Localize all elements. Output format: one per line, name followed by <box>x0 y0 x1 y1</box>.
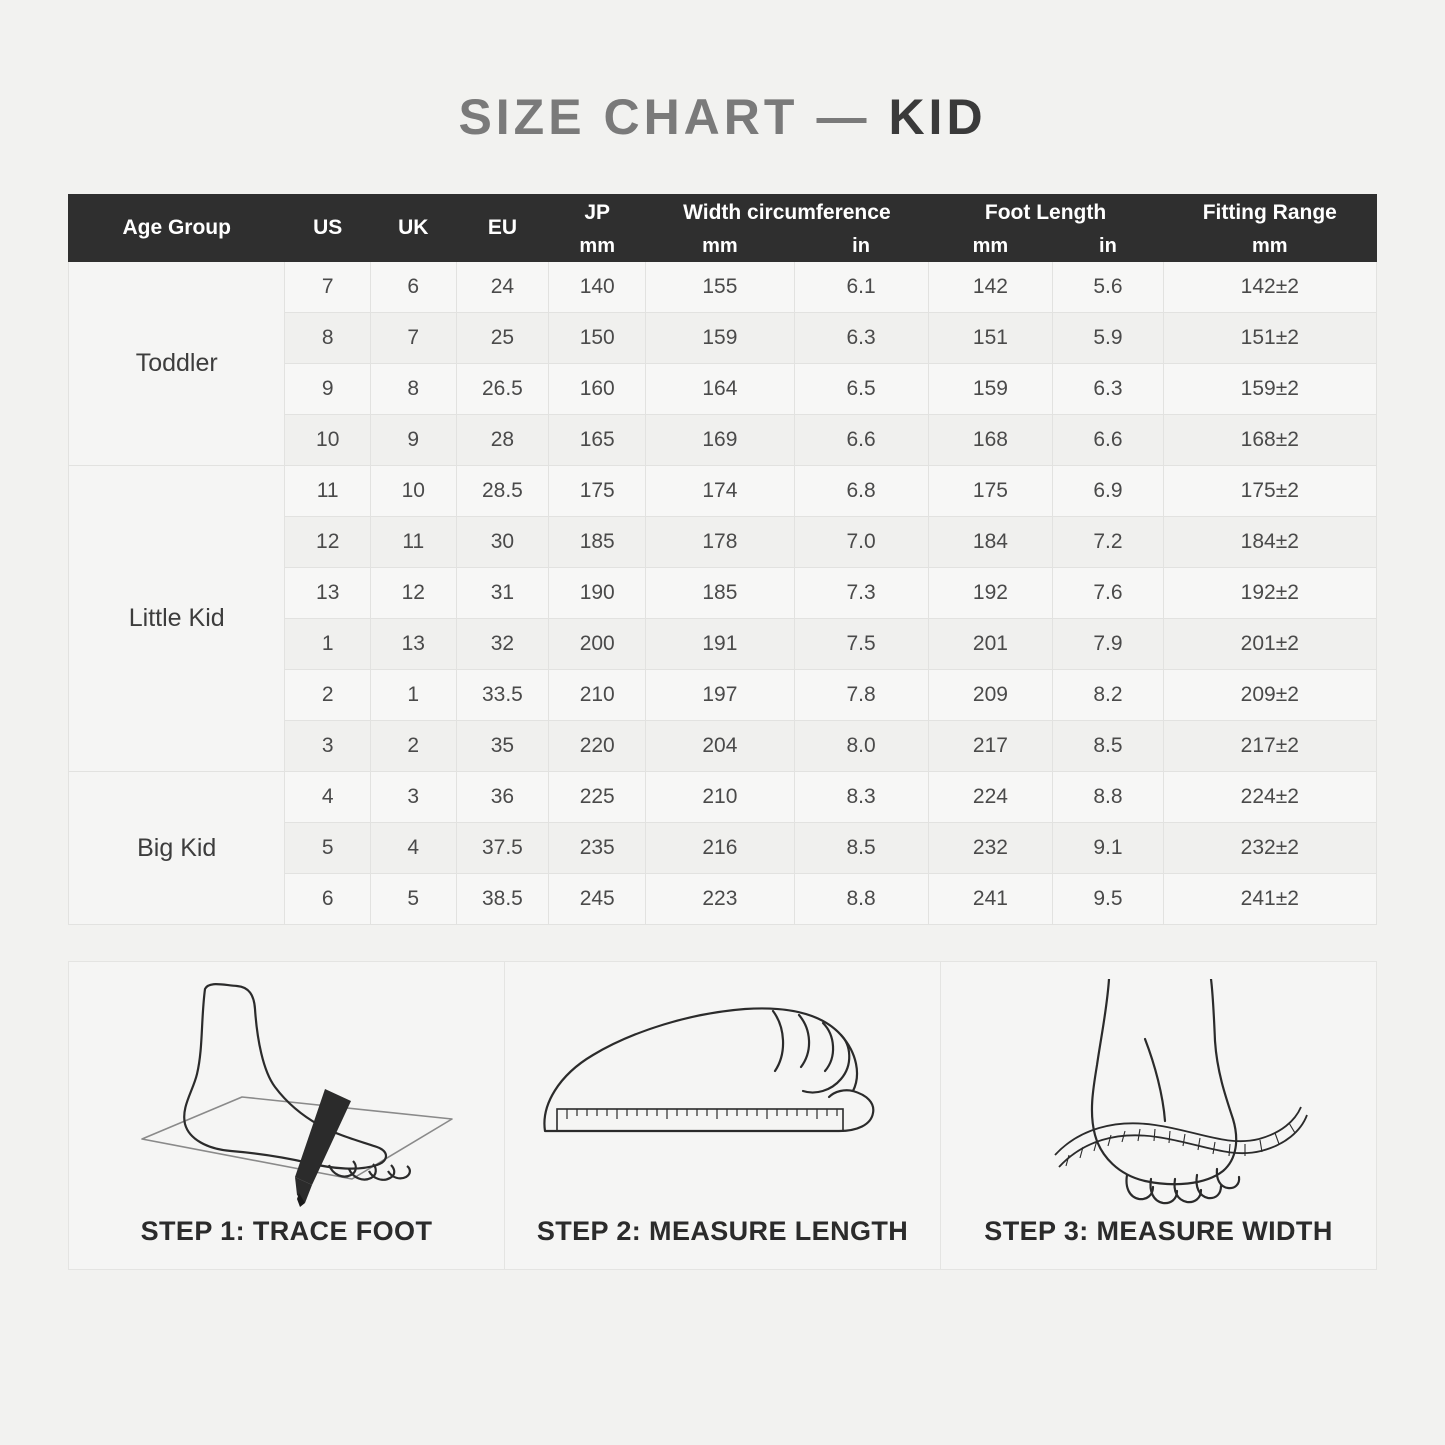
cell-wmm: 223 <box>646 874 794 925</box>
cell-eu: 37.5 <box>456 823 549 874</box>
page-title <box>0 0 1445 146</box>
cell-uk: 4 <box>370 823 456 874</box>
cell-fmm: 142 <box>928 262 1053 313</box>
cell-us: 4 <box>285 772 371 823</box>
cell-fmm: 159 <box>928 364 1053 415</box>
cell-fit: 159±2 <box>1163 364 1376 415</box>
cell-wmm: 164 <box>646 364 794 415</box>
cell-wmm: 191 <box>646 619 794 670</box>
cell-fit: 142±2 <box>1163 262 1376 313</box>
cell-us: 1 <box>285 619 371 670</box>
cell-fit: 209±2 <box>1163 670 1376 721</box>
cell-eu: 35 <box>456 721 549 772</box>
age-group-cell: Little Kid <box>69 466 285 772</box>
cell-fin: 7.6 <box>1053 568 1163 619</box>
cell-eu: 25 <box>456 313 549 364</box>
cell-eu: 28 <box>456 415 549 466</box>
cell-fmm: 232 <box>928 823 1053 874</box>
cell-eu: 31 <box>456 568 549 619</box>
cell-fmm: 209 <box>928 670 1053 721</box>
cell-fin: 8.2 <box>1053 670 1163 721</box>
cell-win: 7.3 <box>794 568 928 619</box>
table-row <box>69 466 1377 517</box>
cell-jp: 225 <box>549 772 646 823</box>
cell-win: 6.6 <box>794 415 928 466</box>
header-us: US <box>285 195 371 262</box>
cell-fit: 232±2 <box>1163 823 1376 874</box>
cell-fmm: 168 <box>928 415 1053 466</box>
header-foot-unit-mm: mm <box>928 232 1053 262</box>
cell-fit: 168±2 <box>1163 415 1376 466</box>
cell-win: 8.0 <box>794 721 928 772</box>
title-dash: — <box>816 89 871 145</box>
cell-uk: 13 <box>370 619 456 670</box>
cell-fin: 5.6 <box>1053 262 1163 313</box>
cell-win: 6.3 <box>794 313 928 364</box>
cell-jp: 200 <box>549 619 646 670</box>
cell-uk: 3 <box>370 772 456 823</box>
cell-us: 13 <box>285 568 371 619</box>
cell-fin: 6.9 <box>1053 466 1163 517</box>
cell-uk: 6 <box>370 262 456 313</box>
cell-wmm: 169 <box>646 415 794 466</box>
cell-uk: 8 <box>370 364 456 415</box>
cell-eu: 24 <box>456 262 549 313</box>
cell-fin: 7.9 <box>1053 619 1163 670</box>
cell-us: 5 <box>285 823 371 874</box>
cell-fit: 217±2 <box>1163 721 1376 772</box>
step-1-art <box>69 978 504 1210</box>
cell-uk: 10 <box>370 466 456 517</box>
step-1-caption: STEP 1: TRACE FOOT <box>140 1216 433 1246</box>
cell-jp: 175 <box>549 466 646 517</box>
header-width-unit-in: in <box>794 232 928 262</box>
cell-jp: 245 <box>549 874 646 925</box>
cell-jp: 185 <box>549 517 646 568</box>
cell-fmm: 217 <box>928 721 1053 772</box>
cell-win: 6.5 <box>794 364 928 415</box>
measure-steps <box>68 961 1377 1270</box>
foot-tape-icon <box>959 979 1359 1209</box>
cell-eu: 26.5 <box>456 364 549 415</box>
cell-win: 8.8 <box>794 874 928 925</box>
cell-eu: 33.5 <box>456 670 549 721</box>
table-row <box>69 262 1377 313</box>
table-row <box>69 772 1377 823</box>
cell-fin: 6.6 <box>1053 415 1163 466</box>
cell-fit: 201±2 <box>1163 619 1376 670</box>
table-body <box>69 262 1377 925</box>
cell-win: 6.8 <box>794 466 928 517</box>
cell-win: 8.5 <box>794 823 928 874</box>
header-width-circumference: Width circumference <box>646 195 928 232</box>
cell-us: 11 <box>285 466 371 517</box>
cell-wmm: 174 <box>646 466 794 517</box>
cell-win: 7.0 <box>794 517 928 568</box>
cell-uk: 2 <box>370 721 456 772</box>
age-group-cell: Big Kid <box>69 772 285 925</box>
cell-wmm: 197 <box>646 670 794 721</box>
header-jp: JP <box>549 195 646 232</box>
cell-us: 9 <box>285 364 371 415</box>
size-table <box>68 194 1377 925</box>
cell-fin: 8.5 <box>1053 721 1163 772</box>
cell-us: 12 <box>285 517 371 568</box>
cell-fit: 175±2 <box>1163 466 1376 517</box>
cell-uk: 5 <box>370 874 456 925</box>
header-foot-length: Foot Length <box>928 195 1163 232</box>
cell-fin: 7.2 <box>1053 517 1163 568</box>
cell-wmm: 178 <box>646 517 794 568</box>
cell-jp: 235 <box>549 823 646 874</box>
foot-tracing-icon <box>97 979 477 1209</box>
size-table-container <box>68 194 1377 925</box>
cell-jp: 190 <box>549 568 646 619</box>
cell-eu: 38.5 <box>456 874 549 925</box>
pencil-shape <box>295 1089 351 1207</box>
cell-eu: 32 <box>456 619 549 670</box>
cell-win: 7.5 <box>794 619 928 670</box>
cell-fin: 6.3 <box>1053 364 1163 415</box>
cell-fmm: 175 <box>928 466 1053 517</box>
cell-win: 7.8 <box>794 670 928 721</box>
cell-wmm: 204 <box>646 721 794 772</box>
cell-us: 7 <box>285 262 371 313</box>
cell-fmm: 192 <box>928 568 1053 619</box>
cell-uk: 1 <box>370 670 456 721</box>
title-kid: KID <box>888 89 987 145</box>
header-foot-unit-in: in <box>1053 232 1163 262</box>
cell-fmm: 241 <box>928 874 1053 925</box>
cell-fin: 5.9 <box>1053 313 1163 364</box>
cell-fmm: 224 <box>928 772 1053 823</box>
cell-wmm: 216 <box>646 823 794 874</box>
foot-ruler-icon <box>523 979 923 1209</box>
step-2-caption: STEP 2: MEASURE LENGTH <box>536 1216 909 1246</box>
cell-eu: 28.5 <box>456 466 549 517</box>
cell-fin: 9.1 <box>1053 823 1163 874</box>
cell-uk: 9 <box>370 415 456 466</box>
header-jp-unit: mm <box>549 232 646 262</box>
header-row-main <box>69 195 1377 232</box>
step-measure-width <box>940 962 1376 1269</box>
cell-eu: 36 <box>456 772 549 823</box>
cell-us: 10 <box>285 415 371 466</box>
cell-uk: 12 <box>370 568 456 619</box>
header-width-unit-mm: mm <box>646 232 794 262</box>
cell-us: 6 <box>285 874 371 925</box>
age-group-cell: Toddler <box>69 262 285 466</box>
cell-us: 8 <box>285 313 371 364</box>
table-head <box>69 195 1377 262</box>
cell-win: 8.3 <box>794 772 928 823</box>
step-2-art <box>505 978 940 1210</box>
cell-wmm: 159 <box>646 313 794 364</box>
header-age-group: Age Group <box>69 195 285 262</box>
cell-uk: 11 <box>370 517 456 568</box>
cell-wmm: 185 <box>646 568 794 619</box>
cell-fit: 192±2 <box>1163 568 1376 619</box>
step-3-caption: STEP 3: MEASURE WIDTH <box>984 1216 1333 1246</box>
cell-wmm: 155 <box>646 262 794 313</box>
cell-jp: 160 <box>549 364 646 415</box>
cell-wmm: 210 <box>646 772 794 823</box>
cell-jp: 140 <box>549 262 646 313</box>
cell-us: 3 <box>285 721 371 772</box>
cell-us: 2 <box>285 670 371 721</box>
cell-fmm: 184 <box>928 517 1053 568</box>
header-fitting-unit: mm <box>1163 232 1376 262</box>
cell-fit: 151±2 <box>1163 313 1376 364</box>
cell-jp: 165 <box>549 415 646 466</box>
cell-fin: 9.5 <box>1053 874 1163 925</box>
cell-fit: 184±2 <box>1163 517 1376 568</box>
step-measure-length <box>504 962 940 1269</box>
cell-fin: 8.8 <box>1053 772 1163 823</box>
step-3-art <box>941 978 1376 1210</box>
cell-eu: 30 <box>456 517 549 568</box>
cell-uk: 7 <box>370 313 456 364</box>
cell-fit: 224±2 <box>1163 772 1376 823</box>
header-uk: UK <box>370 195 456 262</box>
cell-fmm: 201 <box>928 619 1053 670</box>
step-trace-foot <box>69 962 504 1269</box>
cell-jp: 210 <box>549 670 646 721</box>
header-fitting-range: Fitting Range <box>1163 195 1376 232</box>
cell-fmm: 151 <box>928 313 1053 364</box>
cell-fit: 241±2 <box>1163 874 1376 925</box>
cell-win: 6.1 <box>794 262 928 313</box>
cell-jp: 150 <box>549 313 646 364</box>
header-eu: EU <box>456 195 549 262</box>
cell-jp: 220 <box>549 721 646 772</box>
title-main: SIZE CHART <box>458 89 799 145</box>
